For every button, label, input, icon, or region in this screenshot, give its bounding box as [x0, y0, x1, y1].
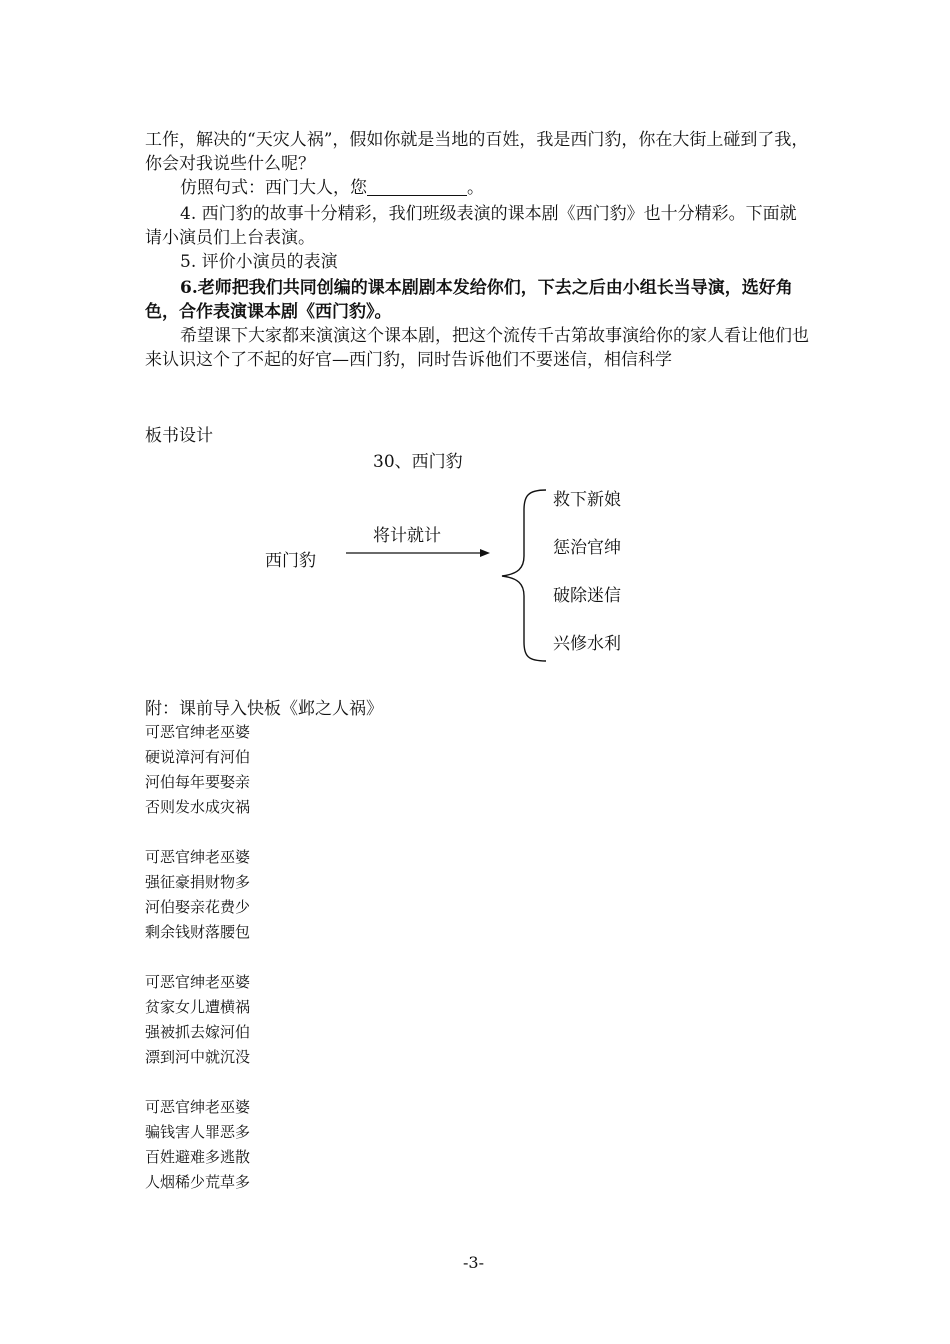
- paragraph-step-5: 5. 评价小演员的表演: [180, 252, 338, 272]
- sentence-pattern-suffix: 。: [467, 178, 484, 198]
- board-subject: 西门豹: [265, 551, 316, 571]
- outcome-2: 惩治官绅: [553, 538, 621, 558]
- poem-line: 可恶官绅老巫婆: [145, 1098, 251, 1116]
- poem-line: 河伯娶亲花费少: [145, 898, 251, 916]
- poem-line: 人烟稀少荒草多: [145, 1173, 251, 1191]
- poem-stanza-2: [145, 845, 250, 945]
- sentence-pattern-prefix: 仿照句式：西门大人，您: [180, 178, 367, 198]
- appendix-title: 附：课前导入快板《邺之人祸》: [145, 699, 383, 719]
- poem-line: 强征豪捐财物多: [145, 873, 251, 891]
- poem-line: 硬说漳河有河伯: [145, 748, 251, 766]
- paragraph-step-6: 6.老师把我们共同创编的课本剧剧本发给你们，下去之后由小组长当导演，选好角色，合作表演课本剧《西门豹》。: [145, 278, 793, 322]
- poem-line: 河伯每年要娶亲: [145, 773, 251, 791]
- page-number: -3-: [463, 1253, 484, 1272]
- outcome-4: 兴修水利: [553, 634, 621, 654]
- arrow-label: 将计就计: [373, 526, 441, 546]
- paragraph-closing: 希望课下大家都来演演这个课本剧，把这个流传千古第故事演给你的家人看让他们也来认识这个了不起的好官—西门豹，同时告诉他们不要迷信，相信科学: [145, 326, 809, 370]
- poem-line: 可恶官绅老巫婆: [145, 723, 251, 741]
- poem-line: 百姓避难多逃散: [145, 1148, 251, 1166]
- outcome-1: 救下新娘: [553, 490, 621, 510]
- board-title: 30、西门豹: [373, 452, 463, 472]
- poem-line: 可恶官绅老巫婆: [145, 848, 251, 866]
- poem-stanza-4: [145, 1095, 250, 1195]
- paragraph-intro: 工作，解决的“天灾人祸”，假如你就是当地的百姓，我是西门豹，你在大街上碰到了我，你会对我说些什么呢？: [145, 130, 809, 174]
- poem-line: 骗钱害人罪恶多: [145, 1123, 251, 1141]
- curly-brace: [502, 490, 546, 661]
- poem-line: 贫家女儿遭横祸: [145, 998, 251, 1016]
- poem-stanza-3: [145, 970, 250, 1070]
- poem-line: 可恶官绅老巫婆: [145, 973, 251, 991]
- board-design-heading: 板书设计: [145, 426, 213, 446]
- poem-stanza-1: [145, 720, 250, 820]
- poem-line: 强被抓去嫁河伯: [145, 1023, 251, 1041]
- poem-line: 否则发水成灾祸: [145, 798, 251, 816]
- poem-line: 漂到河中就沉没: [145, 1048, 251, 1066]
- outcome-3: 破除迷信: [553, 586, 621, 606]
- arrow-head: [480, 549, 490, 557]
- paragraph-step-4: 4. 西门豹的故事十分精彩，我们班级表演的课本剧《西门豹》也十分精彩。下面就请小演员们上台表演。: [145, 204, 797, 248]
- poem-line: 剩余钱财落腰包: [145, 923, 251, 941]
